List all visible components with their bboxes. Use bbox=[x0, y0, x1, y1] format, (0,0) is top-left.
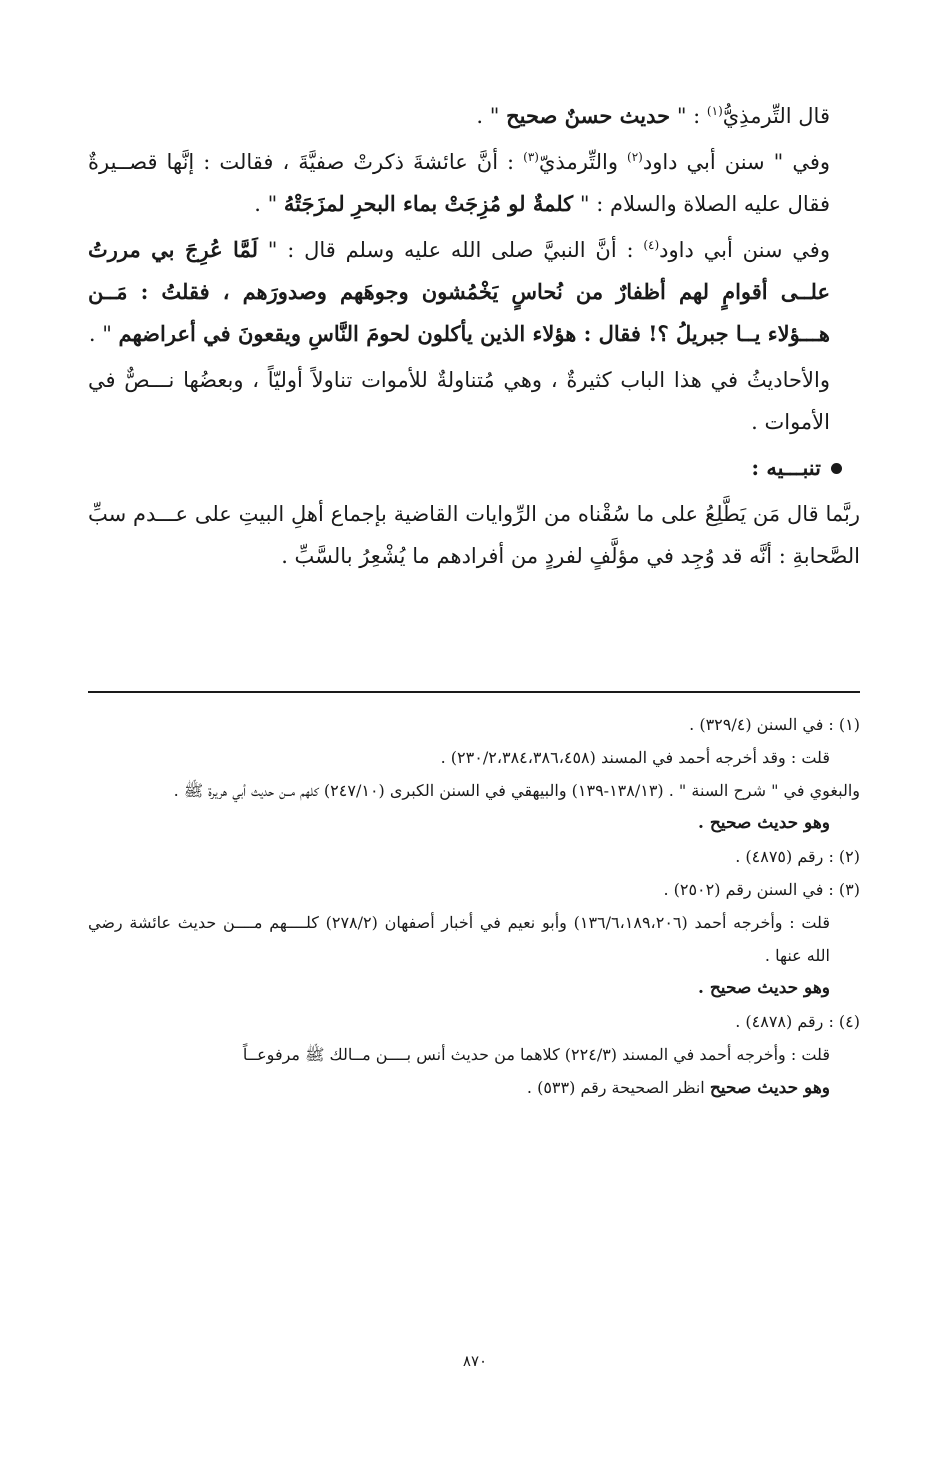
hadith-quote-bold: كلمةٌ لو مُزِجَتْ بماء البحرِ لمزَجَتْهُ bbox=[283, 191, 574, 216]
footnote-1-sources: والبغوي في " شرح السنة " . (١٣٨/١٣-١٣٩) والبيهقي في السنن الكبرى (٢٤٧/١٠) كلهم مــن حديث أبي هريرة ﷺ . bbox=[173, 781, 860, 800]
footnote-1-note: قلت : وقد أخرجه أحمد في المسند (٢٣٠/٢،٣٨٤،٣٨٦،٤٥٨) . bbox=[440, 748, 830, 767]
main-text-block bbox=[88, 95, 860, 577]
footnote-4-grade: وهو حديث صحيح bbox=[709, 1078, 830, 1098]
footnote-4: (٤) : رقم (٤٨٧٨) . bbox=[735, 1012, 860, 1031]
hadith-quote-bold: لَمَّا عُرِجَ بي مررتُ علــى أقوامٍ لهم أظفارٌ من نُحاسٍ يَخْمُشون وجوهَهم وصدورَهم ، فقلتُ : مَــن هـــؤلاء يــا جبريلُ ؟! فقال : هؤلاء الذين يأكلون لحومَ النَّاسِ ويقعونَ في أعراضهم bbox=[88, 237, 830, 346]
footnote-2: (٢) : رقم (٤٨٧٥) . bbox=[735, 847, 860, 866]
footnote-4-note: قلت : وأخرجه أحمد في المسند (٢٢٤/٣) كلاهما من حديث أنس بــــن مــالك ﷺ مرفوعــاً bbox=[242, 1045, 830, 1064]
footnote-ref-2: (٢) bbox=[627, 150, 643, 164]
footnote-separator bbox=[88, 691, 860, 693]
paragraph-hadith-summary: والأحاديثُ في هذا الباب كثيرةٌ ، وهي مُتناولةٌ للأموات تناولاً أوليّاً ، وبعضُها نـــصٌّ في الأموات . bbox=[88, 368, 830, 434]
footnote-4-grade-line: وهو حديث صحيح انظر الصحيحة رقم (٥٣٣) . bbox=[526, 1078, 830, 1098]
paragraph-aisha-hadith: وفي " سنن أبي داود$^{(٢)}$ والتِّرمذيّ$^{(٣)}$ : أنَّ عائشةَ ذكرتْ صفيَّةَ ، فقالت : إنَّها قصــيرةٌ فقال عليه الصلاة والسلام : " كلمةٌ لو مُزِجَتْ بماء البحرِ لمزَجَتْهُ " . bbox=[88, 150, 831, 216]
footnotes-block bbox=[88, 708, 860, 1105]
notice-heading: تنبـــيه : bbox=[88, 447, 860, 489]
paragraph-miraj-hadith: وفي سنن أبي داود$^{(٤)}$ : أنَّ النبيَّ صلى الله عليه وسلم قال : " لَمَّا عُرِجَ بي مررتُ علــى أقوامٍ لهم أظفارٌ من نُحاسٍ يَخْمُشون وجوهَهم وصدورَهم ، فقلتُ : مَــن هـــؤلاء يــا جبريلُ ؟! فقال : هؤلاء الذين يأكلون لحومَ النَّاسِ ويقعونَ في أعراضهم " . bbox=[88, 237, 830, 346]
page-number: ٨٧٠ bbox=[462, 1352, 488, 1370]
footnote-ref-4: (٤) bbox=[643, 238, 660, 252]
footnote-1: (١) : في السنن (٣٢٩/٤) . bbox=[689, 715, 860, 734]
footnote-ref-1: (١) bbox=[706, 104, 723, 118]
paragraph-tirmidhi: قال التِّرمذِيُّ$^{(١)}$ : " حديث حسنٌ صحيح " . bbox=[476, 103, 830, 128]
footnote-3-grade: وهو حديث صحيح . bbox=[698, 978, 830, 998]
footnote-3: (٣) : في السنن رقم (٢٥٠٢) . bbox=[663, 880, 860, 899]
footnote-3-note: قلت : وأخرجه أحمد (١٣٦/٦،١٨٩،٢٠٦) وأبو نعيم في أخبار أصفهان (٢٧٨/٢) كلــــهم مــــن حديث عائشة رضي الله عنها . bbox=[88, 913, 831, 965]
paragraph-notice-body: ربَّما قال مَن يَطَّلِعُ على ما سُقْناه من الرِّوايات القاضية بإجماع أهلِ البيتِ على عـــدم سبِّ الصَّحابةِ : أنَّه قد وُجِد في مؤلَّفٍ لفردٍ من أفرادهم ما يُشْعِرُ بالسَّبِّ . bbox=[88, 502, 860, 568]
footnote-1-grade: وهو حديث صحيح . bbox=[698, 813, 830, 833]
footnote-ref-3: (٣) bbox=[523, 150, 539, 164]
bullet-icon bbox=[831, 463, 842, 474]
hadith-grade: حديث حسنٌ صحيح bbox=[506, 103, 671, 128]
